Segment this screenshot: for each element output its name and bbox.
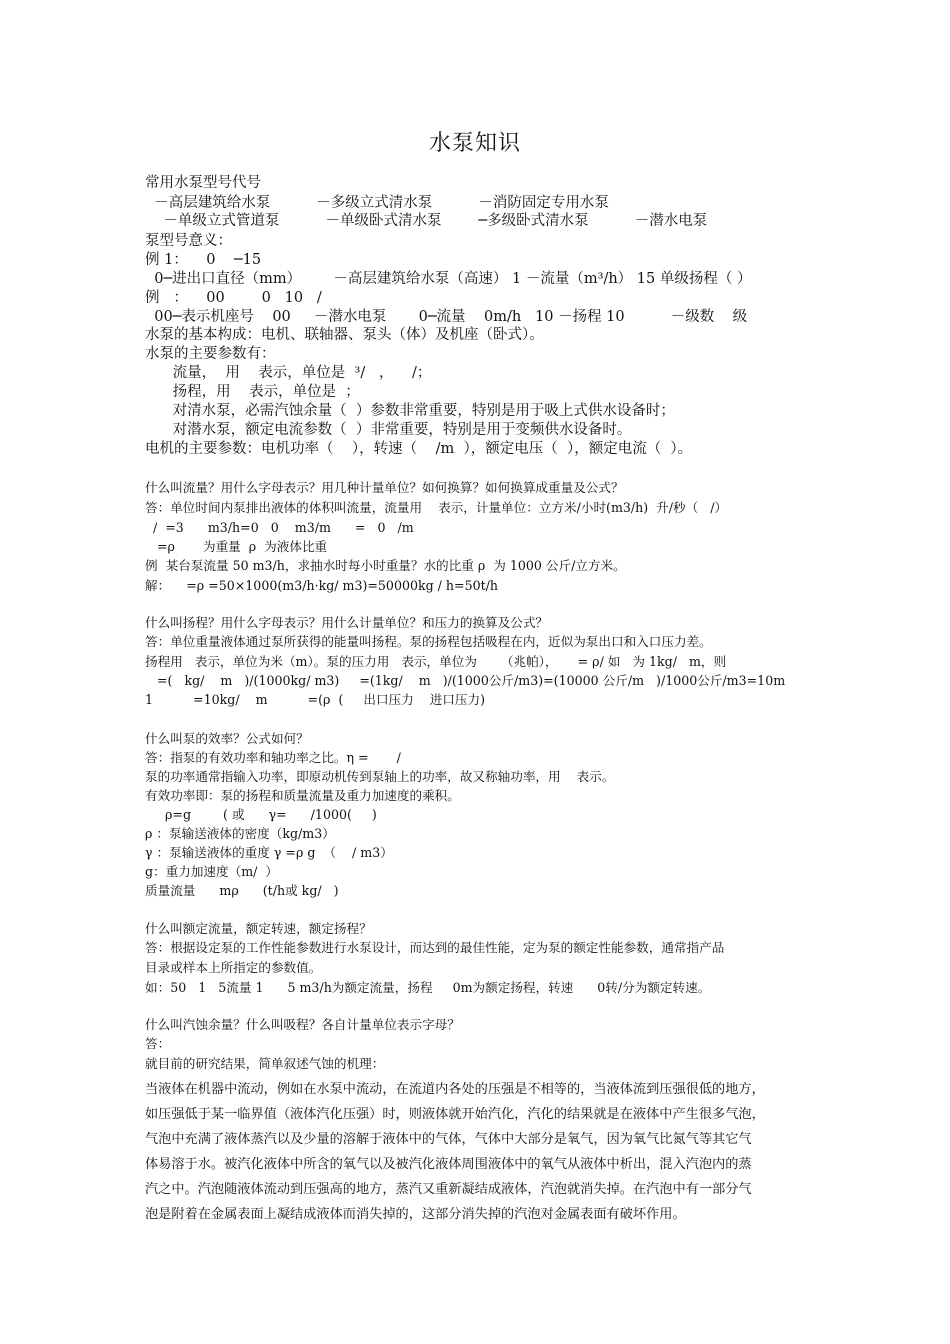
text-line: 电机的主要参数：电机功率（ ），转速（ /m ），额定电压（ ），额定电流（ ）。 bbox=[145, 441, 693, 457]
text-line: / =3 m3/h=0 0 m3/m = 0 /m bbox=[145, 520, 414, 535]
text-line: 答：单位时间内泵排出液体的体积叫流量，流量用 表示，计量单位：立方米/小时(m3/h) 升/秒（ /） bbox=[145, 500, 728, 515]
text-line: 水泵的基本构成：电机、联轴器、泵头（体）及机座（卧式）。 bbox=[145, 327, 544, 343]
paragraph-line: 当液体在机器中流动，例如在水泵中流动，在流道内各处的压强是不相等的，当液体流到压强很低的地方， bbox=[145, 1082, 765, 1097]
text-line: 扬程用 表示，单位为米（m）。泵的压力用 表示，单位为 （兆帕）， = ρ/ 如 为 1kg/ m，则 bbox=[145, 654, 727, 669]
text-line: 0─进出口直径（mm） －高层建筑给水泵（高速） 1 －流量（m³/h） 15 单级扬程（ ） bbox=[145, 271, 752, 287]
paragraph-line: 泡是附着在金属表面上凝结成液体而消失掉的，这部分消失掉的汽泡对金属表面有破坏作用。 bbox=[145, 1207, 686, 1222]
text-line: 例 1： 0 ─15 bbox=[145, 252, 262, 268]
text-line: 就目前的研究结果，简单叙述气蚀的机理： bbox=[145, 1056, 385, 1071]
text-line: 例 某台泵流量 50 m3/h，求抽水时每小时重量？水的比重 ρ 为 1000 公斤/立方米。 bbox=[145, 558, 626, 573]
document-title: 水泵知识 bbox=[428, 131, 521, 156]
text-line: 1 =10kg/ m =(ρ ( 出口压力 进口压力) bbox=[145, 692, 486, 707]
section-heading-npsh: 什么叫汽蚀余量？什么叫吸程？各自计量单位表示字母？ bbox=[145, 1017, 460, 1032]
text-line: 扬程，用 表示，单位是 ； bbox=[145, 384, 360, 400]
text-line: 目录或样本上所指定的参数值。 bbox=[145, 960, 322, 975]
text-line: 例 ： 00 0 10 / bbox=[145, 290, 322, 306]
text-line: =ρ 为重量 ρ 为液体比重 bbox=[145, 539, 328, 554]
text-line: ρ=g ( 或 γ= /1000( ) bbox=[145, 807, 377, 822]
text-line: ρ ：泵输送液体的密度（kg/m3） bbox=[145, 826, 335, 841]
text-line: γ ：泵输送液体的重度 γ =ρ g （ / m3） bbox=[145, 845, 393, 860]
text-line: =( kg/ m )/(1000kg/ m3) =(1kg/ m )/(1000公斤/m3)=(10000 公斤/m )/1000公斤/m3=10m bbox=[145, 673, 786, 688]
text-line: 泵型号意义： bbox=[145, 233, 232, 249]
text-line: g：重力加速度（m/ ） bbox=[145, 864, 279, 879]
text-line: －单级立式管道泵 －单级卧式清水泵 ─多级卧式清水泵 －潜水电泵 bbox=[145, 213, 708, 229]
paragraph-line: 汽之中。汽泡随液体流动到压强高的地方，蒸汽又重新凝结成液体，汽泡就消失掉。在汽泡中有一部分气 bbox=[145, 1182, 752, 1197]
text-line: 水泵的主要参数有： bbox=[145, 346, 276, 362]
text-line: 答：单位重量液体通过泵所获得的能量叫扬程。泵的扬程包括吸程在内，近似为泵出口和入口压力差。 bbox=[145, 634, 712, 649]
text-line: 有效功率即：泵的扬程和质量流量及重力加速度的乘积。 bbox=[145, 788, 460, 803]
text-line: 如：50 1 5流量 1 5 m3/h为额定流量，扬程 0m为额定扬程，转速 0转/分为额定转速。 bbox=[145, 980, 711, 995]
section-heading-rated: 什么叫额定流量，额定转速，额定扬程？ bbox=[145, 921, 372, 936]
section-heading-efficiency: 什么叫泵的效率？公式如何？ bbox=[145, 731, 309, 746]
paragraph-line: 体易溶于水。被汽化液体中所含的氧气以及被汽化液体周围液体中的氧气从液体中析出，混入汽泡内的蒸 bbox=[145, 1157, 752, 1172]
section-heading-flow: 什么叫流量？用什么字母表示？用几种计量单位？如何换算？如何换算成重量及公式？ bbox=[145, 480, 624, 495]
text-line: 答：根据设定泵的工作性能参数进行水泵设计，而达到的最佳性能，定为泵的额定性能参数，通常指产品 bbox=[145, 940, 725, 955]
section-heading-head: 什么叫扬程？用什么字母表示？用什么计量单位？和压力的换算及公式？ bbox=[145, 615, 548, 630]
text-line: 流量， 用 表示，单位是 ³/ ， /； bbox=[145, 365, 432, 381]
text-line: 解： =ρ =50×1000(m3/h·kg/ m3)=50000kg / h=50t/h bbox=[145, 578, 499, 593]
text-line: 对潜水泵，额定电流参数（ ）非常重要，特别是用于变频供水设备时。 bbox=[145, 422, 632, 438]
paragraph-line: 气泡中充满了液体蒸汽以及少量的溶解于液体中的气体，气体中大部分是氧气，因为氧气比氮气等其它气 bbox=[145, 1132, 752, 1147]
text-line: 泵的功率通常指输入功率，即原动机传到泵轴上的功率，故又称轴功率，用 表示。 bbox=[145, 769, 615, 784]
text-line: 质量流量 mρ (t/h或 kg/ ) bbox=[145, 883, 339, 898]
section-heading-model-codes: 常用水泵型号代号 bbox=[145, 175, 261, 191]
paragraph-line: 如压强低于某一临界值（液体汽化压强）时，则液体就开始汽化，汽化的结果就是在液体中产生很多气泡， bbox=[145, 1107, 765, 1122]
text-line: 对清水泵，必需汽蚀余量（ ）参数非常重要，特别是用于吸上式供水设备时； bbox=[145, 403, 675, 419]
text-line: 答： bbox=[145, 1036, 171, 1051]
text-line: －高层建筑给水泵 －多级立式清水泵 －消防固定专用水泵 bbox=[145, 195, 609, 211]
text-line: 答：指泵的有效功率和轴功率之比。η = / bbox=[145, 750, 401, 765]
text-line: 00─表示机座号 00 －潜水电泵 0─流量 0m/h 10 －扬程 10 －级数 级 bbox=[145, 309, 748, 325]
